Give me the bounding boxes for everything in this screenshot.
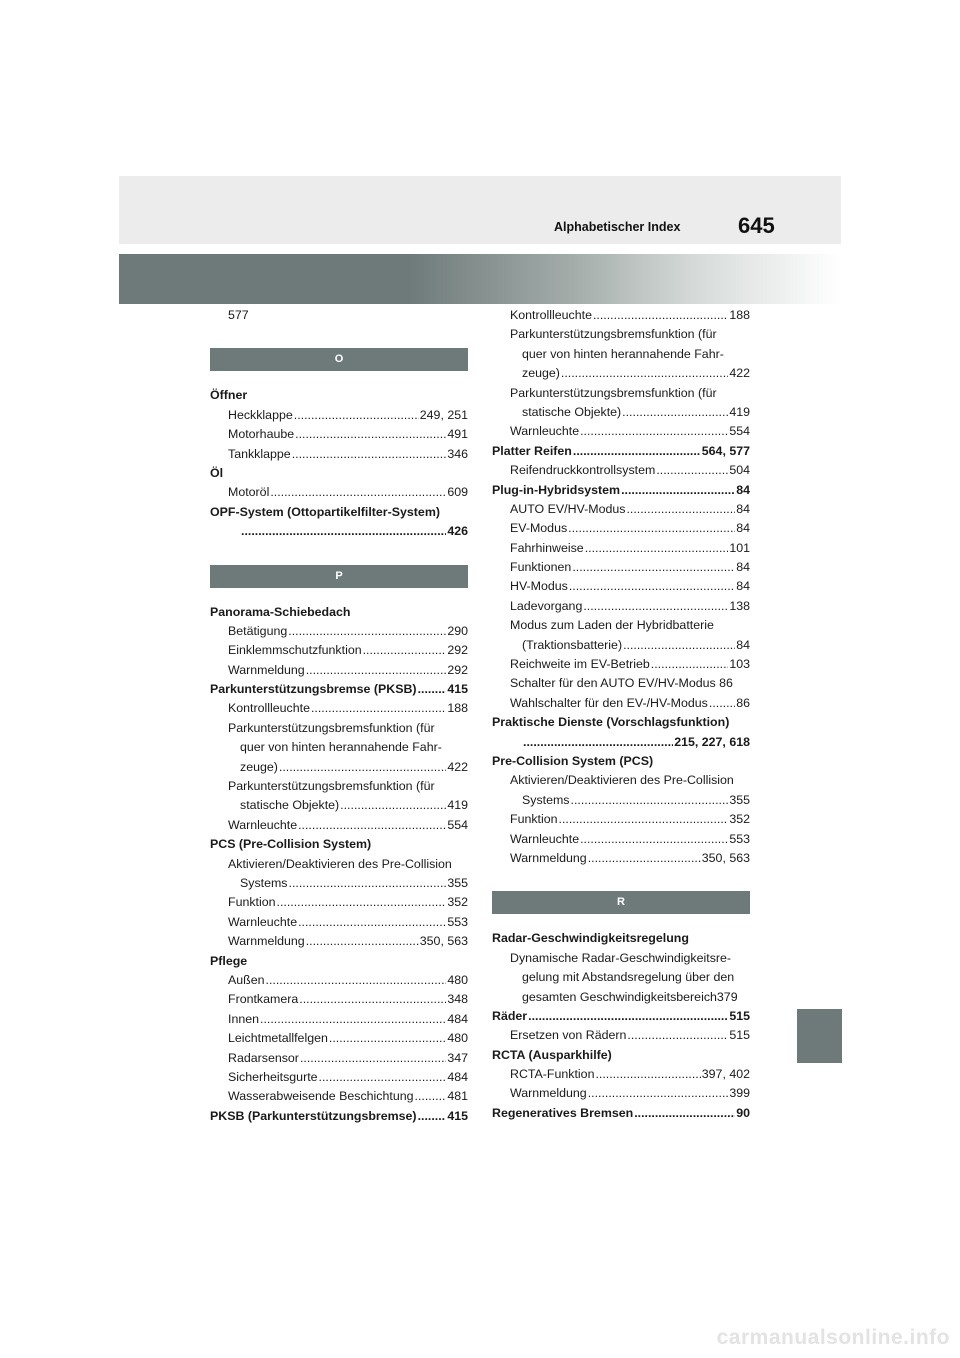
dot-leader: [569, 577, 735, 596]
entry-page-ref: 215, 227, 618: [674, 734, 750, 749]
index-entry: [492, 1084, 750, 1103]
entry-term: Warnmeldung: [510, 1086, 587, 1101]
page-number: 645: [738, 213, 775, 238]
entry-page-ref: 348: [447, 992, 468, 1007]
index-entry: [210, 777, 468, 796]
entry-page-ref: 480: [447, 1031, 468, 1046]
index-entry: [210, 1049, 468, 1068]
index-entry: [210, 893, 468, 912]
dot-leader: [656, 461, 728, 480]
dot-leader: [260, 1010, 446, 1029]
entry-page-ref: 84: [736, 637, 750, 652]
footer: [0, 1322, 960, 1358]
entry-page-ref: 347: [447, 1050, 468, 1065]
dot-leader: [588, 1084, 729, 1103]
dot-leader: [709, 694, 735, 713]
index-entry: [492, 577, 750, 596]
entry-page-ref: 515: [729, 1008, 750, 1023]
section-header: R: [492, 891, 750, 914]
index-column-left: [210, 306, 468, 1126]
entry-page-ref: 352: [447, 895, 468, 910]
index-entry: [492, 558, 750, 577]
index-entry: [492, 306, 750, 325]
index-entry: [492, 461, 750, 480]
entry-term: Innen: [228, 1011, 260, 1026]
entry-term: Sicherheitsgurte: [228, 1069, 318, 1084]
entry-term: Aktivieren/Deaktivieren des Pre-Collision: [228, 856, 452, 871]
entry-page-ref: 292: [447, 643, 468, 658]
dot-leader: [329, 1029, 446, 1048]
entry-term: Pflege: [210, 953, 248, 968]
dot-leader: [634, 1104, 735, 1123]
entry-page-ref: 101: [729, 540, 750, 555]
entry-page-ref: 480: [447, 972, 468, 987]
index-entry: [492, 810, 750, 829]
entry-term: Kontrollleuchte: [510, 308, 592, 322]
entry-term: Platter Reifen: [492, 443, 572, 458]
entry-page-ref: 84: [736, 579, 750, 594]
entry-term: Funktion: [510, 812, 558, 827]
entry-term: (Traktionsbatterie): [522, 637, 623, 652]
index-entry: [210, 522, 468, 541]
entry-term: Motorhaube: [228, 427, 295, 442]
index-entry: [210, 603, 468, 622]
entry-page-ref: 292: [447, 662, 468, 677]
index-entry: [210, 971, 468, 990]
dot-leader: [279, 758, 446, 777]
index-entry: [210, 503, 468, 522]
index-entry: [492, 849, 750, 868]
index-entry: [492, 1104, 750, 1123]
entry-term: Warnleuchte: [510, 831, 580, 846]
index-entry: [492, 791, 750, 810]
dot-leader: [266, 971, 447, 990]
index-entry: [210, 1029, 468, 1048]
dot-leader: [299, 990, 446, 1009]
dot-leader: [585, 539, 729, 558]
entry-page-ref: 422: [729, 366, 750, 381]
index-entry: [210, 661, 468, 680]
index-entry: [492, 674, 750, 693]
entry-page-ref: 419: [729, 404, 750, 419]
entry-term: zeuge): [522, 366, 560, 381]
index-entry: [210, 758, 468, 777]
entry-term: Wahlschalter für den EV-/HV-Modus: [510, 695, 708, 710]
index-entry: [492, 345, 750, 364]
index-entry: [210, 680, 468, 699]
entry-page-ref: 397, 402: [701, 1067, 750, 1082]
dot-leader: [319, 1068, 447, 1087]
index-entry: [210, 796, 468, 815]
entry-page-ref: 484: [447, 1011, 468, 1026]
dot-leader: [627, 1026, 728, 1045]
index-entry: [492, 325, 750, 344]
index-entry: [210, 952, 468, 971]
index-entry: [210, 406, 468, 425]
index-entry: [492, 364, 750, 383]
index-entry: [492, 636, 750, 655]
entry-page-ref: 399: [729, 1086, 750, 1101]
entry-term: Ersetzen von Rädern: [510, 1028, 627, 1043]
entry-term: Pre-Collision System (PCS): [492, 753, 654, 768]
index-entry: [210, 874, 468, 893]
dot-leader: [523, 733, 673, 752]
index-entry: [492, 519, 750, 538]
index-entry: [492, 500, 750, 519]
dot-leader: [298, 816, 446, 835]
entry-term: Plug-in-Hybridsystem: [492, 482, 621, 497]
index-entry: [210, 816, 468, 835]
index-entry: [492, 733, 750, 752]
entry-term: quer von hinten herannahende Fahr-: [522, 346, 724, 361]
entry-term: Tankklappe: [228, 446, 291, 461]
entry-term: EV-Modus: [510, 521, 568, 536]
entry-page-ref: 415: [447, 1108, 468, 1123]
index-entry: [492, 968, 750, 987]
entry-term: 577: [228, 308, 249, 322]
entry-page-ref: 188: [729, 308, 750, 322]
entry-term: Warnmeldung: [228, 934, 305, 949]
entry-page-ref: 484: [447, 1069, 468, 1084]
entry-page-ref: 84: [736, 560, 750, 575]
dot-leader: [415, 1087, 447, 1106]
entry-term: Parkunterstützungsbremsfunktion (für: [510, 385, 717, 400]
index-entry: [492, 597, 750, 616]
entry-page-ref: 609: [447, 485, 468, 500]
entry-term: Warnleuchte: [228, 914, 298, 929]
entry-term: AUTO EV/HV-Modus: [510, 501, 626, 516]
entry-page-ref: 84: [736, 501, 750, 516]
dot-leader: [626, 500, 735, 519]
entry-term: Heckklappe: [228, 407, 293, 422]
section-header: O: [210, 348, 468, 371]
entry-term: Parkunterstützungsbremsfunktion (für: [228, 779, 435, 794]
index-entry: [210, 990, 468, 1009]
entry-term: Systems: [522, 792, 570, 807]
entry-page-ref: 419: [447, 798, 468, 813]
dot-leader: [651, 655, 729, 674]
index-entry: [492, 1046, 750, 1065]
dot-leader: [294, 406, 419, 425]
index-entry: [492, 403, 750, 422]
entry-term: Reichweite im EV-Betrieb: [510, 657, 650, 672]
index-entry: [210, 483, 468, 502]
dot-leader: [573, 442, 701, 461]
entry-term: Systems: [240, 875, 288, 890]
index-entry: [492, 949, 750, 968]
index-entry: [210, 1107, 468, 1126]
index-entry: [210, 835, 468, 854]
entry-page-ref: 84: [736, 521, 750, 536]
entry-term: Parkunterstützungsbremsfunktion (für: [510, 327, 717, 342]
dot-leader: [621, 481, 735, 500]
entry-term: Parkunterstützungsbremsfunktion (für: [228, 720, 435, 735]
entry-term: Öffner: [210, 388, 248, 403]
entry-page-ref: 491: [447, 427, 468, 442]
dot-leader: [311, 699, 446, 718]
entry-term: Warnleuchte: [510, 424, 580, 439]
entry-term: Praktische Dienste (Vorschlagsfunktion): [492, 715, 730, 730]
index-entry: [492, 988, 750, 1007]
entry-term: Aktivieren/Deaktivieren des Pre-Collision: [510, 773, 734, 788]
entry-term: statische Objekte): [240, 798, 340, 813]
entry-term: Parkunterstützungsbremse (PKSB): [210, 682, 417, 697]
dot-leader: [306, 932, 419, 951]
dot-leader: [580, 830, 728, 849]
index-entry: [210, 932, 468, 951]
entry-page-ref: 553: [447, 914, 468, 929]
entry-term: zeuge): [240, 759, 278, 774]
index-entry: [492, 694, 750, 713]
entry-page-ref: 515: [729, 1028, 750, 1043]
dot-leader: [623, 636, 735, 655]
entry-page-ref: 352: [729, 812, 750, 827]
entry-page-ref: 564, 577: [701, 443, 750, 458]
entry-page-ref: 554: [729, 424, 750, 439]
dot-leader: [340, 796, 446, 815]
index-entry: [210, 1068, 468, 1087]
entry-term: RCTA-Funktion: [510, 1067, 595, 1082]
dot-leader: [572, 558, 735, 577]
index-entry: [492, 929, 750, 948]
index-entry: [210, 1010, 468, 1029]
index-entry: [210, 913, 468, 932]
index-entry: [210, 641, 468, 660]
dot-leader: [363, 641, 447, 660]
entry-page-ref: 188: [447, 701, 468, 716]
index-entry: [492, 1026, 750, 1045]
index-column-right: [492, 306, 750, 1123]
entry-page-ref: 355: [447, 875, 468, 890]
entry-term: Reifendruckkontrollsystem: [510, 463, 656, 478]
entry-term: Warnleuchte: [228, 817, 298, 832]
entry-term: statische Objekte): [522, 404, 622, 419]
entry-term: Räder: [492, 1008, 528, 1023]
index-entry: [492, 539, 750, 558]
entry-term: Dynamische Radar-Geschwindigkeitsre-: [510, 950, 732, 965]
index-entry: [210, 464, 468, 483]
dot-leader: [289, 874, 447, 893]
entry-term: quer von hinten herannahende Fahr-: [240, 740, 442, 755]
entry-term: Panorama-Schiebedach: [210, 604, 351, 619]
entry-term: Betätigung: [228, 623, 288, 638]
dot-leader: [528, 1007, 728, 1026]
running-header-title: Alphabetischer Index: [554, 220, 681, 234]
dot-leader: [288, 622, 446, 641]
entry-page-ref: 554: [447, 817, 468, 832]
dot-leader: [571, 791, 729, 810]
dot-leader: [588, 849, 701, 868]
dot-leader: [418, 1107, 447, 1126]
index-entry: [210, 622, 468, 641]
entry-page-ref: 86: [736, 695, 750, 710]
entry-page-ref: 90: [736, 1105, 750, 1120]
index-entry: [210, 386, 468, 405]
dot-leader: [306, 661, 447, 680]
dot-leader: [595, 1065, 700, 1084]
dot-leader: [593, 306, 728, 325]
dot-leader: [568, 519, 735, 538]
entry-page-ref: 350, 563: [419, 934, 468, 949]
index-entry: [210, 425, 468, 444]
entry-term: OPF-System (Ottopartikelfilter-System): [210, 504, 440, 519]
index-entry: [492, 616, 750, 635]
dot-leader: [270, 483, 446, 502]
entry-term: Außen: [228, 972, 265, 987]
entry-term: Motoröl: [228, 485, 270, 500]
dot-leader: [418, 680, 447, 699]
entry-page-ref: 415: [447, 682, 468, 697]
entry-term: Leichtmetallfelgen: [228, 1031, 328, 1046]
header-bar: [119, 176, 841, 244]
entry-page-ref: 553: [729, 831, 750, 846]
entry-page-ref: 504: [729, 463, 750, 478]
dot-leader: [292, 445, 447, 464]
index-entry: [492, 752, 750, 771]
entry-term: PCS (Pre-Collision System): [210, 837, 372, 852]
entry-page-ref: 350, 563: [701, 850, 750, 865]
index-entry: [210, 306, 468, 325]
entry-term: Kontrollleuchte: [228, 701, 310, 716]
entry-page-ref: 426: [447, 524, 468, 539]
dot-leader: [622, 403, 728, 422]
dot-leader: [295, 425, 446, 444]
dot-leader: [559, 810, 729, 829]
index-entry: [492, 655, 750, 674]
entry-page-ref: 481: [447, 1089, 468, 1104]
index-entry: [210, 738, 468, 757]
index-entry: [210, 719, 468, 738]
dot-leader: [583, 597, 728, 616]
index-entry: [492, 771, 750, 790]
entry-term: Schalter für den AUTO EV/HV-Modus 86: [510, 676, 733, 691]
index-entry: [492, 1065, 750, 1084]
dot-leader: [277, 893, 447, 912]
entry-term: PKSB (Parkunterstützungsbremse): [210, 1108, 417, 1123]
entry-term: Einklemmschutzfunktion: [228, 643, 362, 658]
index-entry: [210, 445, 468, 464]
entry-term: gesamten Geschwindigkeitsbereich379: [522, 989, 738, 1004]
entry-page-ref: 84: [736, 482, 750, 497]
entry-page-ref: 249, 251: [419, 407, 468, 422]
index-entry: [492, 384, 750, 403]
index-entry: [210, 1087, 468, 1106]
entry-term: Modus zum Laden der Hybridbatterie: [510, 618, 714, 633]
dot-leader: [241, 522, 446, 541]
dot-leader: [298, 913, 446, 932]
entry-term: RCTA (Ausparkhilfe): [492, 1047, 612, 1062]
entry-term: Warnmeldung: [228, 662, 305, 677]
entry-term: Ladevorgang: [510, 598, 583, 613]
entry-term: Regeneratives Bremsen: [492, 1105, 634, 1120]
index-entry: [210, 699, 468, 718]
entry-term: gelung mit Abstandsregelung über den: [522, 970, 735, 985]
index-entry: [492, 713, 750, 732]
dot-leader: [300, 1049, 446, 1068]
entry-page-ref: 290: [447, 623, 468, 638]
entry-term: Fahrhinweise: [510, 540, 584, 555]
index-entry: [492, 1007, 750, 1026]
dot-leader: [561, 364, 728, 383]
entry-term: Funktionen: [510, 560, 572, 575]
entry-page-ref: 346: [447, 446, 468, 461]
entry-page-ref: 355: [729, 792, 750, 807]
index-entry: [492, 481, 750, 500]
entry-term: HV-Modus: [510, 579, 568, 594]
entry-term: Radar-Geschwindigkeitsregelung: [492, 931, 689, 946]
decorative-band: [119, 254, 841, 304]
entry-page-ref: 138: [729, 598, 750, 613]
entry-page-ref: 422: [447, 759, 468, 774]
thumb-index-tab: [797, 1009, 842, 1063]
entry-term: Warnmeldung: [510, 850, 587, 865]
index-entry: [492, 422, 750, 441]
entry-term: Wasserabweisende Beschichtung: [228, 1089, 414, 1104]
entry-term: Frontkamera: [228, 992, 299, 1007]
entry-term: Öl: [210, 465, 224, 480]
dot-leader: [580, 422, 728, 441]
entry-term: Funktion: [228, 895, 276, 910]
watermark[interactable]: carmanualsonline.info: [716, 1326, 950, 1349]
index-entry: [210, 855, 468, 874]
index-entry: [492, 830, 750, 849]
entry-page-ref: 103: [729, 657, 750, 672]
index-entry: [492, 442, 750, 461]
entry-term: Radarsensor: [228, 1050, 299, 1065]
section-header: P: [210, 565, 468, 588]
